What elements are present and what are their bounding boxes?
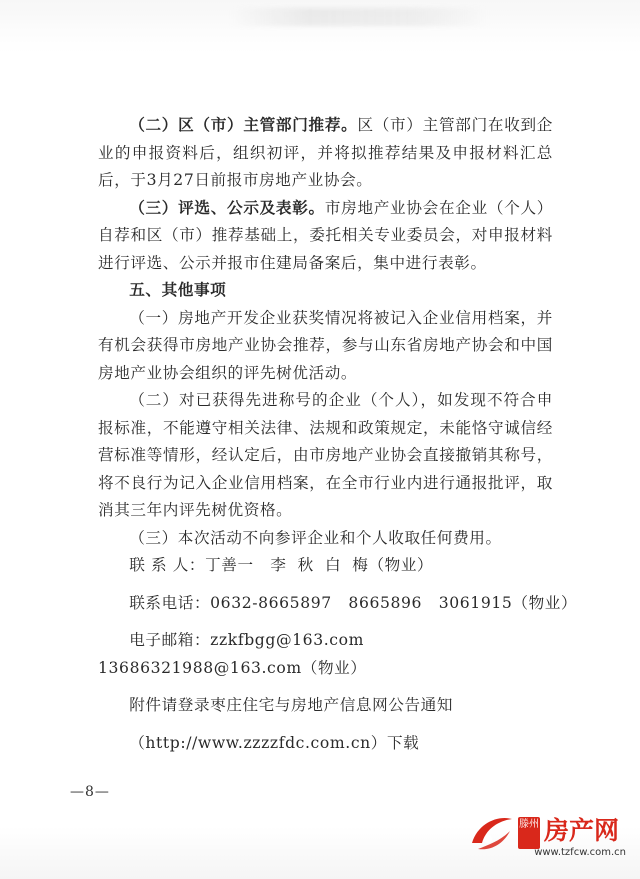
section-heading: 五、其他事项 [129,281,227,299]
attachment-note: 附件请登录枣庄住宅与房地产信息网公告通知 [129,696,454,714]
paragraph-text: 区（市）主管部门在收到企业的申报资料后，组织初评，并将拟推荐结果及申报材料汇总后，于3月27日前报市房地产业协会。 [98,116,553,189]
scan-bleed-through [230,8,490,26]
page-number: —8— [70,784,110,800]
item-1: （一）房地产开发企业获奖情况将被记入企业信用档案，并有机会获得市房地产业协会推荐，参与山东省房地产协会和中国房地产业协会组织的评先树优活动。 [98,308,553,382]
watermark-badge: 滕州 [518,817,540,849]
paragraph-lead: （二）区（市）主管部门推荐。 [129,116,358,134]
site-watermark [468,807,626,865]
attachment-link[interactable]: （http://www.zzzzfdc.com.cn）下载 [129,733,420,752]
document-body [98,112,578,757]
paragraph-text: 市房地产业协会在企业（个人）自荐和区（市）推荐基础上，委托相关专业委员会，对申报材料进行评选、公示并报市住建局备案后，集中进行表彰。 [98,198,553,272]
contact-phone: 联系电话：0632-8665897 8665896 3061915（物业） [129,593,578,612]
item-2: （二）对已获得先进称号的企业（个人），如发现不符合申报标准，不能遵守相关法律、法规和政策规定，未能恪守诚信经营标准等情形，经认定后，由市房地产业协会直接撤销其称号，将不良行为记入企业信用档案，在全市行业内进行通报批评，取消其三年内评先树优资格。 [98,391,553,519]
item-3: （三）本次活动不向参评企业和个人收取任何费用。 [129,528,502,547]
swoosh-logo-icon [468,813,516,853]
paragraph-selection [98,195,553,278]
contact-person: 联 系 人：丁善一 李 秋 白 梅（物业） [129,556,434,574]
watermark-url: www.tzfcw.com.cn [534,847,626,858]
paragraph-lead: （三）评选、公示及表彰。 [129,198,325,217]
contact-email: 电子邮箱：zzkfbgg@163.com 13686321988@163.com（物业） [98,631,367,677]
watermark-brand: 房产网 [544,816,620,845]
paragraph-district-recommend [98,112,553,195]
